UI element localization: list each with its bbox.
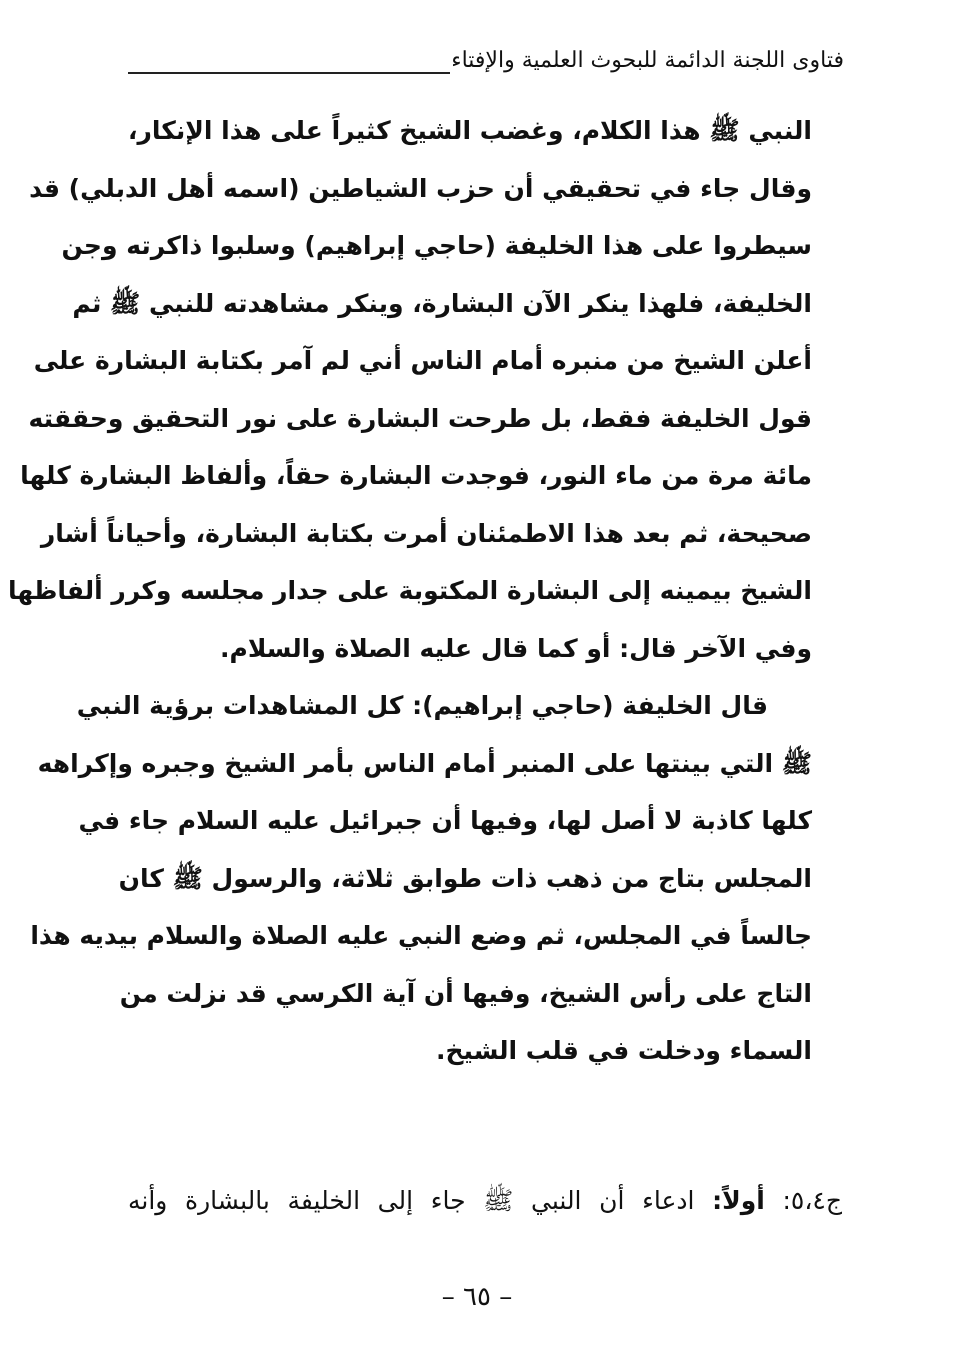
text-line: كلها كاذبة لا أصل لها، وفيها أن جبرائيل عليه السلام جاء في — [78, 806, 812, 835]
text-line: النبي ﷺ هذا الكلام، وغضب الشيخ كثيراً على هذا الإنكار، — [128, 116, 812, 145]
text-line: التاج على رأس الشيخ، وفيها أن آية الكرسي قد نزلت من — [119, 978, 812, 1008]
text-line: الخليفة، فلهذا ينكر الآن البشارة، وينكر مشاهدته للنبي ﷺ ثم — [72, 288, 812, 318]
body-text — [7, 110, 812, 1088]
text-line: وقال جاء في تحقيقي أن حزب الشياطين (اسمه أهل الدبلي) قد — [29, 173, 812, 203]
text-line: المجلس بتاج من ذهب ذات طوابق ثلاثة، والرسول ﷺ كان — [118, 863, 812, 893]
header-title: فتاوى اللجنة الدائمة للبحوث العلمية والإفتاء — [451, 48, 844, 73]
header-rule — [128, 72, 450, 74]
text-line: الشيخ بيمينه إلى البشارة المكتوبة على جدار مجلسه وكرر ألفاظها — [7, 576, 812, 605]
text-line: السماء ودخلت في قلب الشيخ. — [435, 1036, 812, 1065]
answer-text: ادعاء أن النبي ﷺ جاء إلى الخليفة بالبشارة وأنه — [128, 1186, 695, 1215]
text-line: مائة مرة من ماء النور، فوجدت البشارة حقاً، وألفاظ البشارة كلها — [20, 461, 812, 490]
answer-line — [128, 1180, 842, 1222]
text-line: جالساً في المجلس، ثم وضع النبي عليه الصلاة والسلام بيديه هذا — [30, 921, 812, 950]
text-line: وفي الآخر قال: أو كما قال عليه الصلاة والسلام. — [220, 633, 812, 663]
text-line: قال الخليفة (حاجي إبراهيم): كل المشاهدات برؤية النبي — [76, 691, 768, 720]
answer-lead: أولاً: — [712, 1186, 765, 1215]
text-line: صحيحة، ثم بعد هذا الاطمئنان أمرت بكتابة البشارة، وأحياناً أشار — [40, 518, 812, 548]
text-line: قول الخليفة فقط، بل طرحت البشارة على نور التحقيق وحققته — [28, 403, 812, 433]
answer-label: ج٥،٤: — [782, 1186, 842, 1215]
text-line: أعلن الشيخ من منبره أمام الناس أني لم آمر بكتابة البشارة على — [33, 346, 812, 375]
text-line: سيطروا على هذا الخليفة (حاجي إبراهيم) وسلبوا ذاكرته وجن — [61, 231, 812, 260]
text-line: ﷺ التي بينتها على المنبر أمام الناس بأمر الشيخ وجبره وإكراهه — [37, 748, 812, 778]
running-header — [128, 46, 844, 86]
page-number: – ٦٥ – — [441, 1282, 513, 1312]
